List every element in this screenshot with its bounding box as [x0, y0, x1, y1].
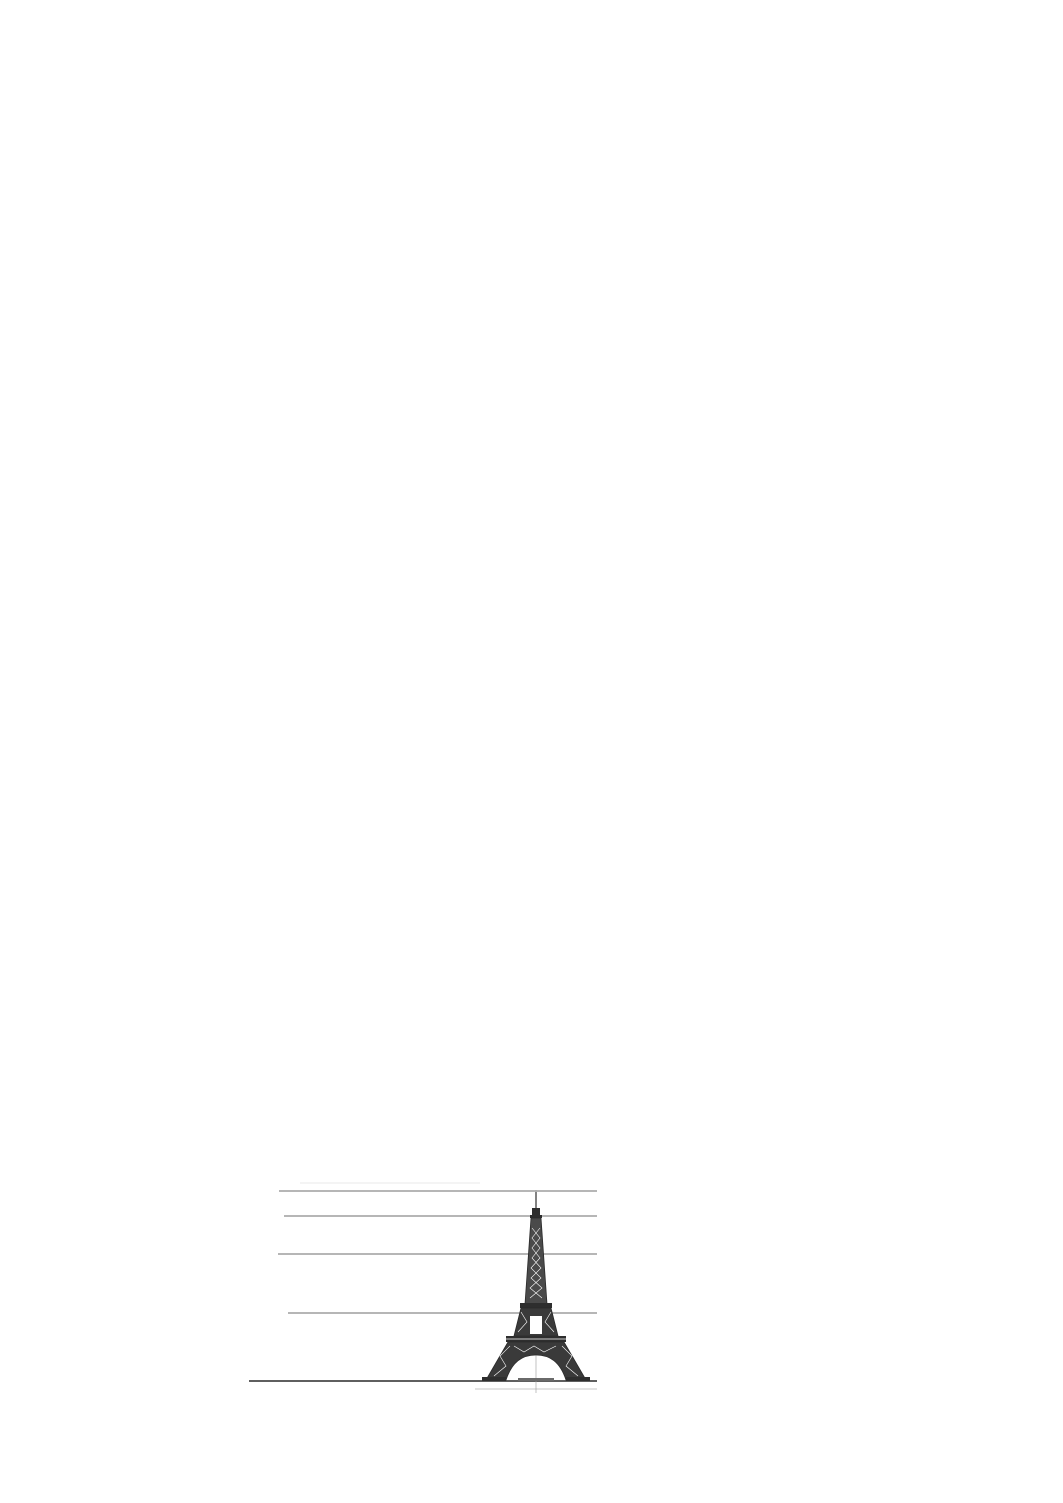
- eiffel-tower-icon: [482, 1192, 590, 1381]
- eiffel-tower-elevation-drawing: [240, 1170, 610, 1395]
- tower-top-lantern: [532, 1208, 540, 1216]
- tower-middle-opening: [530, 1316, 542, 1334]
- tower-upper-shaft: [525, 1218, 547, 1304]
- level-guide-lines: [278, 1183, 597, 1313]
- tower-center-plinth: [518, 1378, 554, 1381]
- tower-left-pedestal: [482, 1377, 506, 1381]
- tower-right-pedestal: [566, 1377, 590, 1381]
- tower-second-platform: [520, 1303, 552, 1308]
- tower-top-platform: [530, 1215, 542, 1218]
